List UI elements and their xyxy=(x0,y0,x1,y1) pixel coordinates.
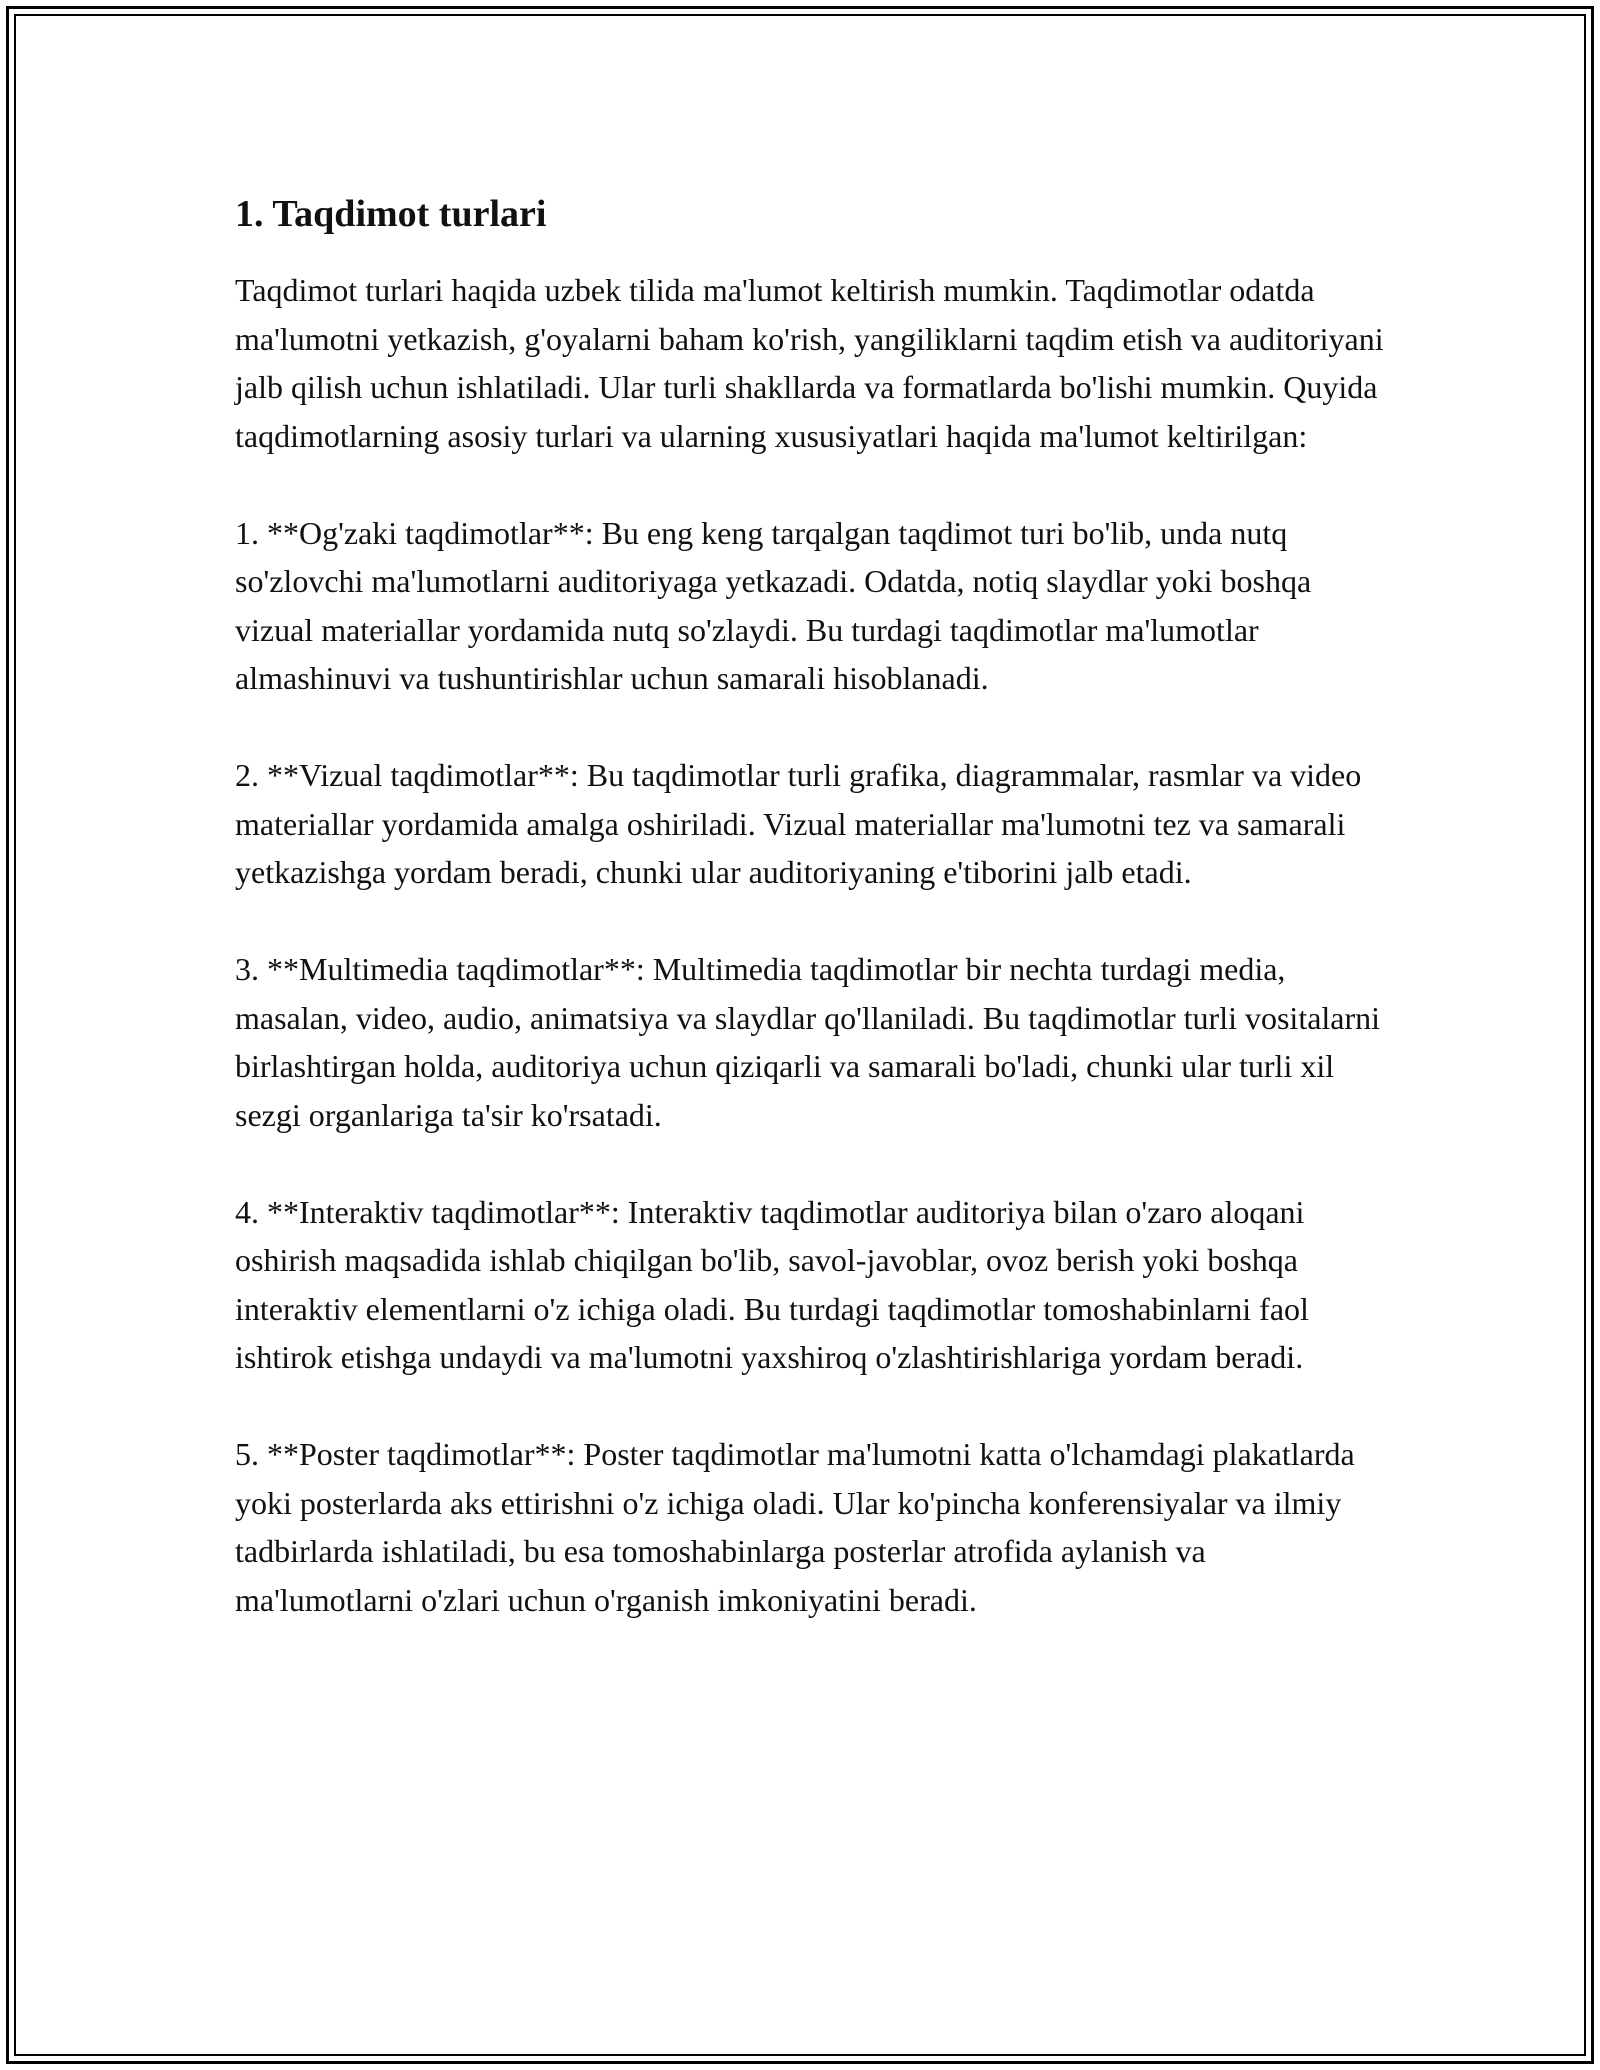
list-item-poster-presentations: 5. **Poster taqdimotlar**: Poster taqdimotlar ma'lumotni katta o'lchamdagi plakatlarda yoki posterlarda aks ettirishni o'z ichiga oladi. Ular ko'pincha konferensiyalar va ilmiy tadbirlarda ishlatiladi, bu esa tomoshabinlarga posterlar atrofida aylanish va ma'lumotlarni o'zlari uchun o'rganish imkoniyatini beradi. xyxy=(235,1436,1355,1618)
intro-paragraph: Taqdimot turlari haqida uzbek tilida ma'lumot keltirish mumkin. Taqdimotlar odatda ma'lumotni yetkazish, g'oyalarni baham ko'rish, yangiliklarni taqdim etish va auditoriyani jalb qilish uchun ishlatiladi. Ular turli shakllarda va formatlarda bo'lishi mumkin. Quyida taqdimotlarning asosiy turlari va ularning xususiyatlari haqida ma'lumot keltirilgan: xyxy=(235,272,1384,454)
page-title: 1. Taqdimot turlari xyxy=(235,193,547,235)
list-item-interactive-presentations: 4. **Interaktiv taqdimotlar**: Interaktiv taqdimotlar auditoriya bilan o'zaro aloqani oshirish maqsadida ishlab chiqilgan bo'lib, savol-javoblar, ovoz berish yoki boshqa interaktiv elementlarni o'z ichiga oladi. Bu turdagi taqdimotlar tomoshabinlarni faol ishtirok etishga undaydi va ma'lumotni yaxshiroq o'zlashtirishlariga yordam beradi. xyxy=(235,1193,1309,1375)
list-item-multimedia-presentations: 3. **Multimedia taqdimotlar**: Multimedia taqdimotlar bir nechta turdagi media, masalan, video, audio, animatsiya va slaydlar qo'llaniladi. Bu taqdimotlar turli vositalarni birlashtirgan holda, auditoriya uchun qiziqarli va samarali bo'ladi, chunki ular turli xil sezgi organlariga ta'sir ko'rsatadi. xyxy=(235,951,1381,1133)
list-item-oral-presentations: 1. **Og'zaki taqdimotlar**: Bu eng keng tarqalgan taqdimot turi bo'lib, unda nutq so'zlovchi ma'lumotlarni auditoriyaga yetkazadi. Odatda, notiq slaydlar yoki boshqa vizual materiallar yordamida nutq so'zlaydi. Bu turdagi taqdimotlar ma'lumotlar almashinuvi va tushuntirishlar uchun samarali hisoblanadi. xyxy=(235,514,1312,696)
list-item-visual-presentations: 2. **Vizual taqdimotlar**: Bu taqdimotlar turli grafika, diagrammalar, rasmlar va video materiallar yordamida amalga oshiriladi. Vizual materiallar ma'lumotni tez va samarali yetkazishga yordam beradi, chunki ular auditoriyaning e'tiborini jalb etadi. xyxy=(235,757,1362,890)
document-body xyxy=(235,190,1385,1673)
